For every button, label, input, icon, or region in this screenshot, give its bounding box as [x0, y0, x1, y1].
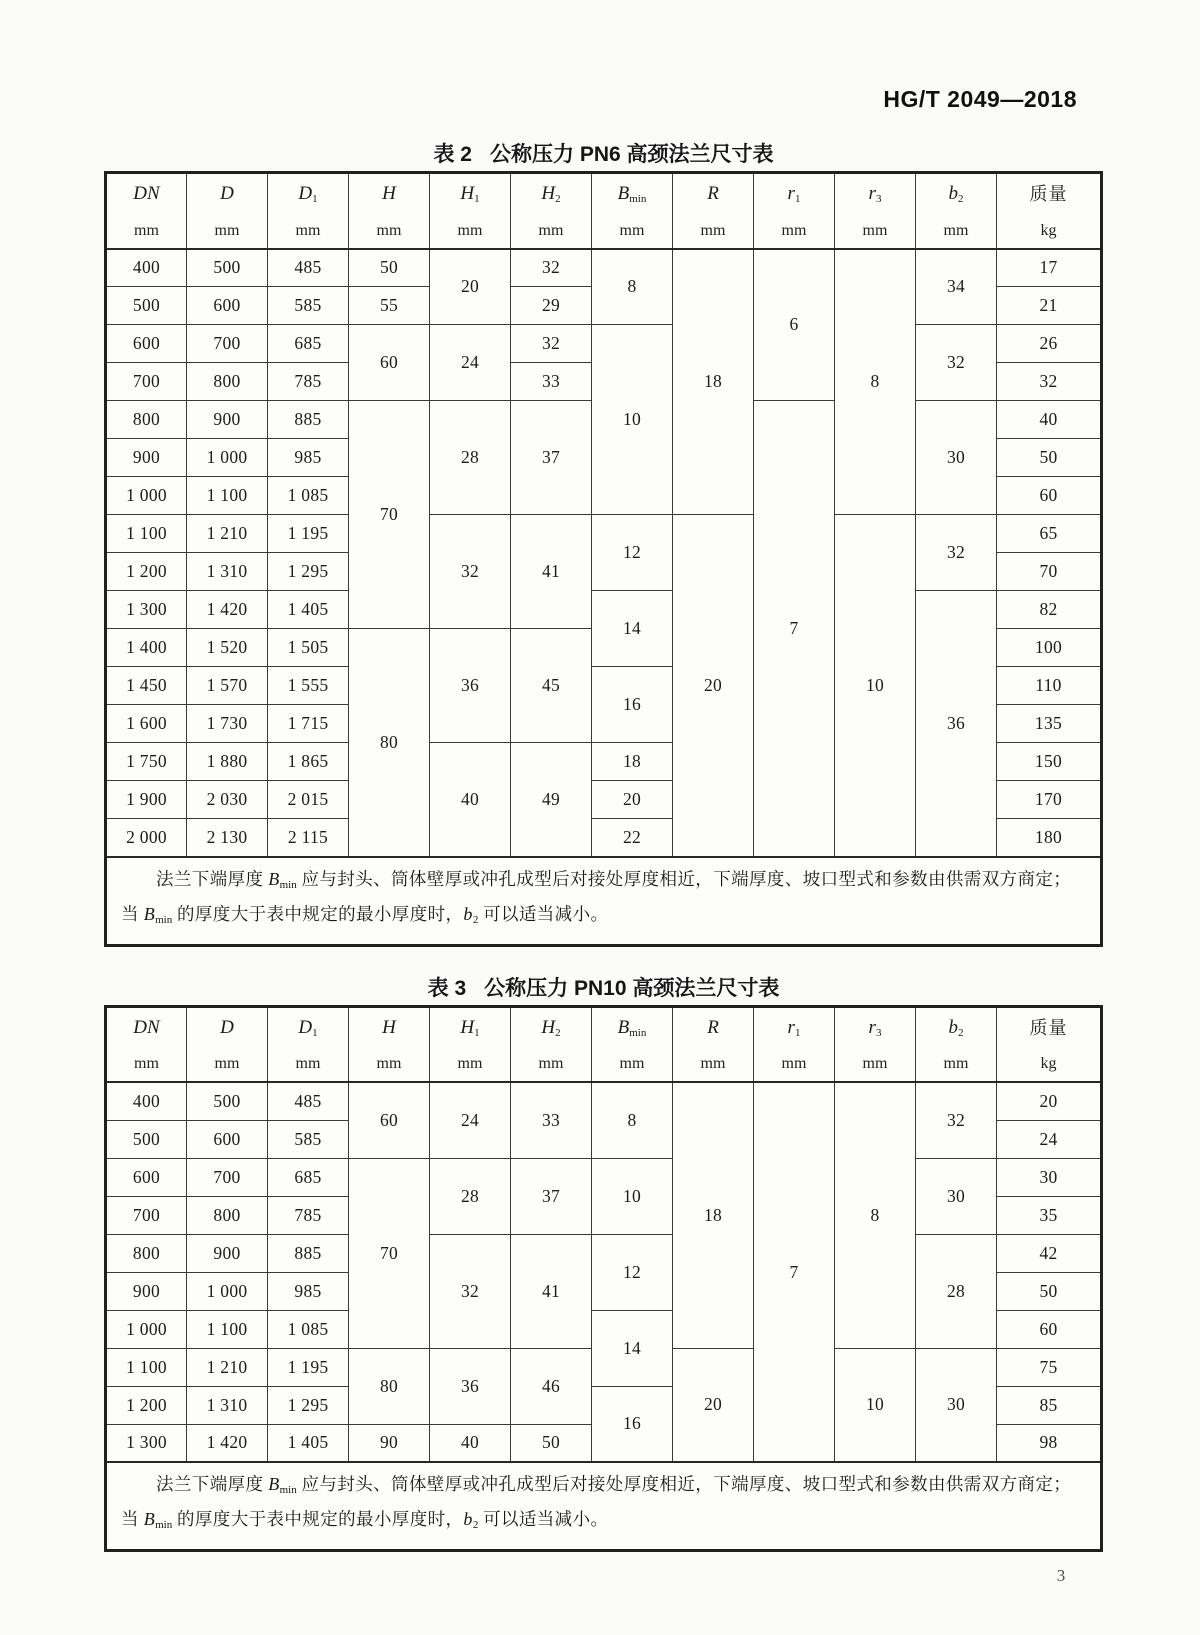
table2-header-row: [106, 173, 1102, 249]
table-cell: 600: [106, 325, 187, 363]
column-unit: mm: [134, 1055, 159, 1072]
column-symbol: DN: [133, 1016, 160, 1038]
table-cell: 1 000: [106, 477, 187, 515]
table-cell: 32: [916, 515, 997, 591]
column-symbol: $D_1$: [298, 1016, 318, 1039]
table-cell: 1 295: [268, 553, 349, 591]
column-unit: mm: [781, 221, 807, 239]
column-unit: mm: [943, 1055, 969, 1072]
table-cell: 585: [268, 287, 349, 325]
table-cell: 29: [511, 287, 592, 325]
table-cell: 1 085: [268, 477, 349, 515]
table-cell: 800: [106, 401, 187, 439]
table-cell: 500: [187, 1082, 268, 1120]
table-cell: 1 420: [187, 1424, 268, 1462]
table-cell: 700: [106, 363, 187, 401]
column-unit: mm: [619, 221, 645, 239]
table-cell: 41: [511, 1234, 592, 1348]
table-cell: 30: [916, 1158, 997, 1234]
column-symbol: $r_3$: [868, 1016, 882, 1039]
table-cell: 34: [916, 249, 997, 325]
table-cell: 28: [916, 1234, 997, 1348]
table-cell: 60: [997, 1310, 1102, 1348]
column-header: [187, 1006, 268, 1082]
column-unit: mm: [134, 221, 159, 239]
table-cell: 585: [268, 1120, 349, 1158]
table-cell: 42: [997, 1234, 1102, 1272]
table-cell: 14: [592, 1310, 673, 1386]
table-cell: 20: [997, 1082, 1102, 1120]
table-cell: 30: [916, 1348, 997, 1462]
table-cell: 24: [430, 1082, 511, 1158]
table-cell: 50: [511, 1424, 592, 1462]
table-cell: 1 600: [106, 705, 187, 743]
table-cell: 70: [349, 401, 430, 629]
column-symbol: D: [220, 183, 234, 204]
column-header: [754, 1006, 835, 1082]
column-symbol: $H_2$: [541, 183, 561, 205]
table-cell: 46: [511, 1348, 592, 1424]
column-symbol: $H_1$: [460, 183, 480, 205]
column-header: [349, 1006, 430, 1082]
table-cell: 37: [511, 1158, 592, 1234]
table-cell: 10: [592, 325, 673, 515]
table-cell: 900: [187, 1234, 268, 1272]
table-cell: 75: [997, 1348, 1102, 1386]
table-cell: 2 000: [106, 819, 187, 857]
column-unit: mm: [214, 221, 240, 239]
column-unit: mm: [376, 1055, 402, 1072]
table-cell: 1 900: [106, 781, 187, 819]
table-cell: 885: [268, 401, 349, 439]
table-cell: 32: [916, 325, 997, 401]
table-cell: 685: [268, 325, 349, 363]
table3-note-cell: [106, 1462, 1102, 1551]
table-cell: 30: [916, 401, 997, 515]
table-cell: 1 100: [187, 1310, 268, 1348]
table2-note-row: [106, 857, 1102, 946]
column-unit: mm: [619, 1055, 645, 1072]
column-header: [997, 1006, 1102, 1082]
table-cell: 20: [592, 781, 673, 819]
table-cell: 1 210: [187, 515, 268, 553]
table-cell: 8: [835, 1082, 916, 1348]
column-symbol: $B_{min}$: [617, 183, 647, 205]
column-header: [268, 173, 349, 249]
column-symbol: $r_1$: [787, 1016, 801, 1039]
column-symbol: $H_1$: [460, 1016, 480, 1039]
column-header: [835, 1006, 916, 1082]
table-cell: 36: [430, 629, 511, 743]
column-symbol: DN: [133, 183, 160, 204]
table-cell: 1 100: [106, 1348, 187, 1386]
table-cell: 1 195: [268, 1348, 349, 1386]
table-cell: 785: [268, 363, 349, 401]
table-cell: 32: [997, 363, 1102, 401]
column-unit: mm: [295, 221, 321, 239]
table-cell: 12: [592, 515, 673, 591]
table-cell: 60: [997, 477, 1102, 515]
table-cell: 8: [592, 249, 673, 325]
table-cell: 98: [997, 1424, 1102, 1462]
table-cell: 40: [997, 401, 1102, 439]
column-symbol: R: [707, 183, 719, 204]
table-cell: 24: [430, 325, 511, 401]
table3-title: [104, 976, 1103, 1001]
column-symbol: $H_2$: [541, 1016, 561, 1039]
table-cell: 10: [592, 1158, 673, 1234]
column-header: [106, 1006, 187, 1082]
table-cell: 36: [430, 1348, 511, 1424]
column-symbol: R: [707, 1016, 719, 1038]
table-cell: 40: [430, 743, 511, 857]
table-row: [106, 515, 1102, 553]
table-cell: 8: [592, 1082, 673, 1158]
column-symbol: $D_1$: [298, 183, 318, 205]
table-cell: 85: [997, 1386, 1102, 1424]
table-cell: 70: [349, 1158, 430, 1348]
table2-section: [104, 142, 1103, 947]
table-cell: 1 100: [106, 515, 187, 553]
table-cell: 1 730: [187, 705, 268, 743]
table-cell: 600: [106, 1158, 187, 1196]
table-cell: 60: [349, 1082, 430, 1158]
table-cell: 80: [349, 629, 430, 857]
table-cell: 2 130: [187, 819, 268, 857]
table-cell: 170: [997, 781, 1102, 819]
table3-note-row: [106, 1462, 1102, 1551]
column-header: [511, 173, 592, 249]
table-cell: 2 030: [187, 781, 268, 819]
table-cell: 32: [430, 515, 511, 629]
table-row: [106, 249, 1102, 287]
table-cell: 22: [592, 819, 673, 857]
table3-title-text: 公称压力 PN10 高颈法兰尺寸表: [484, 976, 780, 1000]
table-cell: 1 405: [268, 1424, 349, 1462]
table-cell: 1 300: [106, 1424, 187, 1462]
table-cell: 1 000: [187, 439, 268, 477]
table-cell: 50: [349, 249, 430, 287]
table-cell: 50: [997, 439, 1102, 477]
table-cell: 800: [187, 1196, 268, 1234]
table-cell: 28: [430, 401, 511, 515]
table-cell: 55: [349, 287, 430, 325]
table-cell: 900: [106, 1272, 187, 1310]
table-cell: 82: [997, 591, 1102, 629]
table-cell: 16: [592, 1386, 673, 1462]
table-cell: 32: [511, 325, 592, 363]
table-cell: 1 715: [268, 705, 349, 743]
table-cell: 45: [511, 629, 592, 743]
standard-code: HG/T 2049—2018: [883, 86, 1077, 112]
table-cell: 1 450: [106, 667, 187, 705]
column-header: [835, 173, 916, 249]
table-cell: 135: [997, 705, 1102, 743]
table-cell: 500: [106, 1120, 187, 1158]
column-header: [430, 1006, 511, 1082]
column-unit: kg: [1040, 1055, 1057, 1072]
table-cell: 80: [349, 1348, 430, 1424]
column-symbol: $b_2$: [948, 183, 964, 205]
page-content: [104, 0, 1103, 1552]
column-header: [916, 1006, 997, 1082]
column-unit: mm: [295, 1055, 321, 1072]
table-cell: 1 310: [187, 1386, 268, 1424]
table-cell: 1 300: [106, 591, 187, 629]
column-header: [349, 173, 430, 249]
table-cell: 1 865: [268, 743, 349, 781]
table-cell: 400: [106, 1082, 187, 1120]
table-cell: 1 420: [187, 591, 268, 629]
table-cell: 21: [997, 287, 1102, 325]
table-cell: 6: [754, 249, 835, 401]
table2-title: [104, 142, 1103, 167]
table-cell: 28: [430, 1158, 511, 1234]
table-cell: 500: [106, 287, 187, 325]
table-cell: 1 200: [106, 553, 187, 591]
table-cell: 18: [673, 249, 754, 515]
table-cell: 14: [592, 591, 673, 667]
column-header: [592, 1006, 673, 1082]
table-cell: 1 505: [268, 629, 349, 667]
table-cell: 100: [997, 629, 1102, 667]
column-unit: mm: [862, 1055, 888, 1072]
table-cell: 20: [673, 515, 754, 857]
column-symbol: 质量: [1029, 184, 1068, 204]
table-cell: 1 085: [268, 1310, 349, 1348]
column-symbol: H: [382, 183, 396, 204]
table-row: [106, 1234, 1102, 1272]
table-cell: 65: [997, 515, 1102, 553]
table2-title-label: 表 2: [433, 143, 472, 166]
column-unit: mm: [457, 1055, 483, 1072]
column-unit: mm: [538, 1055, 564, 1072]
table-cell: 7: [754, 401, 835, 857]
column-symbol: $r_1$: [787, 183, 801, 205]
table-cell: 37: [511, 401, 592, 515]
table-cell: 485: [268, 249, 349, 287]
table-cell: 40: [430, 1424, 511, 1462]
column-symbol: $B_{min}$: [617, 1016, 647, 1039]
table-cell: 800: [187, 363, 268, 401]
table3-header-row: [106, 1006, 1102, 1082]
table-cell: 110: [997, 667, 1102, 705]
column-unit: mm: [862, 221, 888, 239]
column-unit: mm: [538, 221, 564, 239]
column-header: [511, 1006, 592, 1082]
table-row: [106, 1082, 1102, 1120]
table-cell: 1 295: [268, 1386, 349, 1424]
column-unit: mm: [943, 221, 969, 239]
table-cell: 1 200: [106, 1386, 187, 1424]
column-header: [430, 173, 511, 249]
column-unit: mm: [214, 1055, 240, 1072]
table3-section: [104, 976, 1103, 1553]
table2-title-text: 公称压力 PN6 高颈法兰尺寸表: [489, 143, 774, 166]
column-header: [673, 173, 754, 249]
table-cell: 90: [349, 1424, 430, 1462]
table-cell: 70: [997, 553, 1102, 591]
column-header: [187, 173, 268, 249]
table-cell: 2 015: [268, 781, 349, 819]
table-cell: 985: [268, 1272, 349, 1310]
table-cell: 26: [997, 325, 1102, 363]
table-cell: 1 000: [187, 1272, 268, 1310]
table-cell: 485: [268, 1082, 349, 1120]
table-cell: 10: [835, 1348, 916, 1462]
table-cell: 1 405: [268, 591, 349, 629]
table2-body: [106, 249, 1102, 857]
pn6-flange-dimension-table: [104, 171, 1103, 947]
table-cell: 150: [997, 743, 1102, 781]
table-cell: 600: [187, 1120, 268, 1158]
table-cell: 700: [106, 1196, 187, 1234]
table-cell: 20: [673, 1348, 754, 1462]
table-cell: 20: [430, 249, 511, 325]
table-row: [106, 591, 1102, 629]
table-cell: 1 880: [187, 743, 268, 781]
table-cell: 12: [592, 1234, 673, 1310]
table-cell: 8: [835, 249, 916, 515]
column-symbol: H: [382, 1016, 396, 1038]
table-cell: 50: [997, 1272, 1102, 1310]
table-cell: 400: [106, 249, 187, 287]
table-cell: 985: [268, 439, 349, 477]
table3-title-label: 表 3: [427, 976, 467, 1000]
table-cell: 685: [268, 1158, 349, 1196]
column-header: [673, 1006, 754, 1082]
table-cell: 1 310: [187, 553, 268, 591]
table-cell: 18: [592, 743, 673, 781]
column-unit: mm: [457, 221, 483, 239]
table-cell: 17: [997, 249, 1102, 287]
column-header: [106, 173, 187, 249]
table-cell: 32: [916, 1082, 997, 1158]
table-cell: 700: [187, 1158, 268, 1196]
column-header: [592, 173, 673, 249]
table-note-text: 法兰下端厚度 $B_{min}$ 应与封头、筒体壁厚或冲孔成型后对接处厚度相近，下端厚度、坡口型式和参数由供需双方商定；当 $B_{min}$ 的厚度大于表中规定的最小厚度时，$b_2$ 可以适当减小。: [121, 868, 1072, 926]
table-cell: 1 400: [106, 629, 187, 667]
table-cell: 30: [997, 1158, 1102, 1196]
table-note-text: 法兰下端厚度 $B_{min}$ 应与封头、筒体壁厚或冲孔成型后对接处厚度相近，下端厚度、坡口型式和参数由供需双方商定；当 $B_{min}$ 的厚度大于表中规定的最小厚度时，$b_2$ 可以适当减小。: [121, 1474, 1072, 1531]
table-cell: 180: [997, 819, 1102, 857]
table-cell: 33: [511, 1082, 592, 1158]
table-cell: 35: [997, 1196, 1102, 1234]
table-cell: 1 570: [187, 667, 268, 705]
column-symbol: $b_2$: [948, 1016, 964, 1039]
table-cell: 36: [916, 591, 997, 857]
column-symbol: $r_3$: [868, 183, 882, 205]
table-cell: 1 750: [106, 743, 187, 781]
table-cell: 785: [268, 1196, 349, 1234]
table-cell: 7: [754, 1082, 835, 1462]
column-symbol: D: [220, 1016, 234, 1038]
table-cell: 2 115: [268, 819, 349, 857]
column-header: [268, 1006, 349, 1082]
table-cell: 32: [430, 1234, 511, 1348]
table-cell: 900: [106, 439, 187, 477]
page-number: 3: [1056, 1566, 1066, 1585]
table-cell: 600: [187, 287, 268, 325]
table-cell: 885: [268, 1234, 349, 1272]
table-cell: 500: [187, 249, 268, 287]
column-unit: kg: [1040, 221, 1057, 239]
table-cell: 18: [673, 1082, 754, 1348]
table-cell: 1 520: [187, 629, 268, 667]
table-cell: 60: [349, 325, 430, 401]
table-cell: 41: [511, 515, 592, 629]
table-cell: 1 210: [187, 1348, 268, 1386]
table-row: [106, 1158, 1102, 1196]
table-cell: 1 555: [268, 667, 349, 705]
table-cell: 700: [187, 325, 268, 363]
column-unit: mm: [376, 221, 402, 239]
table-row: [106, 325, 1102, 363]
table2-note-cell: [106, 857, 1102, 946]
column-symbol: 质量: [1029, 1017, 1068, 1038]
column-unit: mm: [700, 1055, 726, 1072]
table-cell: 49: [511, 743, 592, 857]
table-cell: 16: [592, 667, 673, 743]
table-cell: 24: [997, 1120, 1102, 1158]
table-cell: 1 000: [106, 1310, 187, 1348]
table-cell: 800: [106, 1234, 187, 1272]
table-cell: 1 100: [187, 477, 268, 515]
table-cell: 10: [835, 515, 916, 857]
table-cell: 33: [511, 363, 592, 401]
pn10-flange-dimension-table: [104, 1005, 1103, 1553]
column-header: [997, 173, 1102, 249]
column-header: [754, 173, 835, 249]
table3-body: [106, 1082, 1102, 1462]
column-header: [916, 173, 997, 249]
table-cell: 32: [511, 249, 592, 287]
table-cell: 1 195: [268, 515, 349, 553]
table-cell: 900: [187, 401, 268, 439]
column-unit: mm: [700, 221, 726, 239]
column-unit: mm: [781, 1055, 807, 1072]
